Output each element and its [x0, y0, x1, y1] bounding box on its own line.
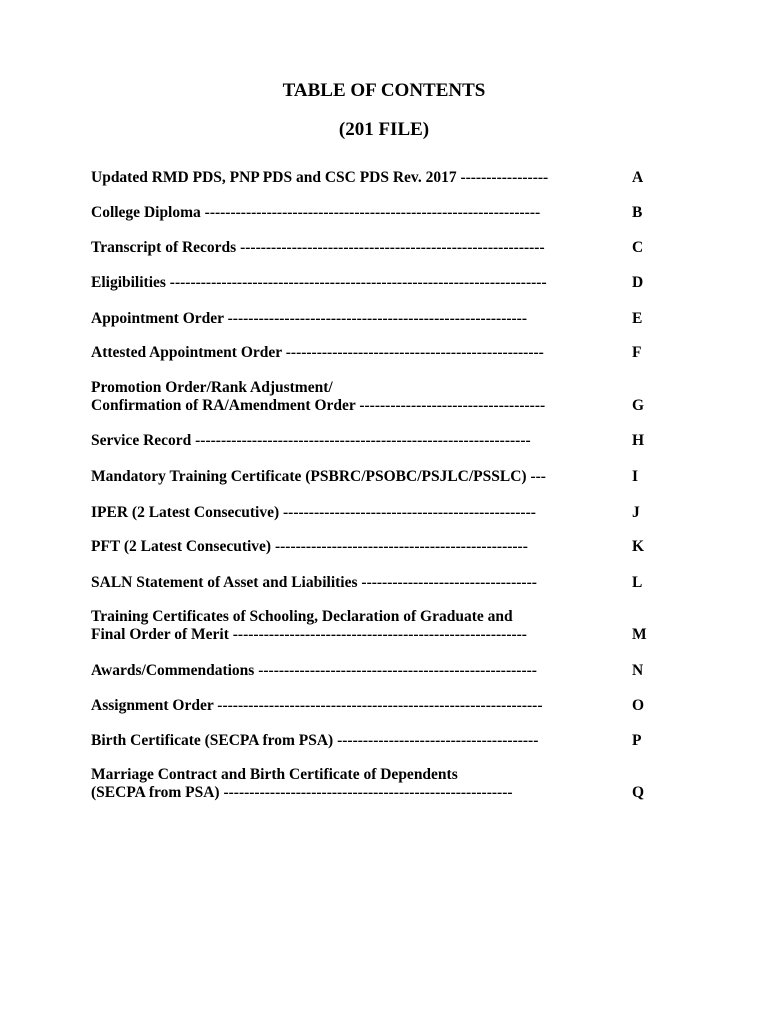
toc-entry: [91, 274, 651, 292]
toc-entry-letter: N: [632, 662, 644, 679]
toc-entry: [91, 239, 651, 257]
toc-entry: [91, 662, 651, 680]
toc-entry-letter: I: [632, 468, 639, 485]
toc-entry-letter: L: [632, 574, 643, 591]
toc-entry-text: SALN Statement of Asset and Liabilities ----------------------------------: [91, 574, 537, 591]
toc-entry-text: Confirmation of RA/Amendment Order ------------------------------------: [91, 397, 546, 414]
toc-entry-letter: C: [632, 239, 644, 256]
toc-entry-text: College Diploma -----------------------------------------------------------------: [91, 204, 541, 221]
document-subtitle: (201 FILE): [338, 119, 430, 140]
toc-entry-letter: H: [632, 432, 645, 449]
toc-entry: [91, 766, 651, 802]
toc-entry: [91, 344, 651, 362]
toc-entry-letter: G: [632, 397, 645, 414]
toc-entry-text: Promotion Order/Rank Adjustment/: [91, 379, 333, 396]
toc-entry: [91, 732, 651, 750]
toc-entry: [91, 608, 651, 644]
toc-entry-letter: F: [632, 344, 642, 361]
toc-entry: [91, 310, 651, 328]
toc-entry-text: Transcript of Records -----------------------------------------------------------: [91, 239, 545, 256]
toc-entry-text: PFT (2 Latest Consecutive) -------------------------------------------------: [91, 538, 528, 555]
toc-entry: [91, 504, 651, 522]
toc-entry-letter: B: [632, 204, 643, 221]
toc-entry-text: Marriage Contract and Birth Certificate of Dependents: [91, 766, 458, 783]
toc-entry-text: Awards/Commendations ------------------------------------------------------: [91, 662, 537, 679]
toc-entry-text: Birth Certificate (SECPA from PSA) ---------------------------------------: [91, 732, 539, 749]
toc-entry-letter: E: [632, 310, 643, 327]
toc-entry-text: Assignment Order ---------------------------------------------------------------: [91, 697, 543, 714]
toc-entry-text: Eligibilities -------------------------------------------------------------------------: [91, 274, 547, 291]
toc-entry-text: IPER (2 Latest Consecutive) -------------------------------------------------: [91, 504, 536, 521]
toc-entry-letter: O: [632, 697, 645, 714]
toc-entry: [91, 432, 651, 450]
toc-entry-letter: Q: [632, 784, 645, 801]
document-title: TABLE OF CONTENTS: [282, 80, 486, 101]
toc-entry: [91, 204, 651, 222]
toc-entry-text: Training Certificates of Schooling, Declaration of Graduate and: [91, 608, 513, 625]
toc-entry-letter: D: [632, 274, 644, 291]
toc-entry-letter: A: [632, 169, 644, 186]
toc-entry-letter: M: [632, 626, 647, 643]
toc-entry: [91, 169, 651, 187]
toc-entry: [91, 697, 651, 715]
toc-entry: [91, 379, 651, 415]
toc-entry-text: Mandatory Training Certificate (PSBRC/PSOBC/PSJLC/PSSLC) ---: [91, 468, 546, 485]
toc-entry-text: Appointment Order ----------------------------------------------------------: [91, 310, 528, 327]
toc-entry-letter: P: [632, 732, 642, 749]
toc-entry-text: Updated RMD PDS, PNP PDS and CSC PDS Rev. 2017 -----------------: [91, 169, 549, 186]
toc-entry-letter: K: [632, 538, 645, 555]
toc-entry-text: Attested Appointment Order --------------------------------------------------: [91, 344, 544, 361]
toc-entry-text: Service Record -----------------------------------------------------------------: [91, 432, 531, 449]
toc-entry-text: (SECPA from PSA) --------------------------------------------------------: [91, 784, 513, 801]
toc-entry-text: Final Order of Merit ---------------------------------------------------------: [91, 626, 527, 643]
toc-entry: [91, 574, 651, 592]
toc-entry-letter: J: [632, 504, 640, 521]
toc-entry: [91, 468, 651, 486]
toc-entry: [91, 538, 651, 556]
